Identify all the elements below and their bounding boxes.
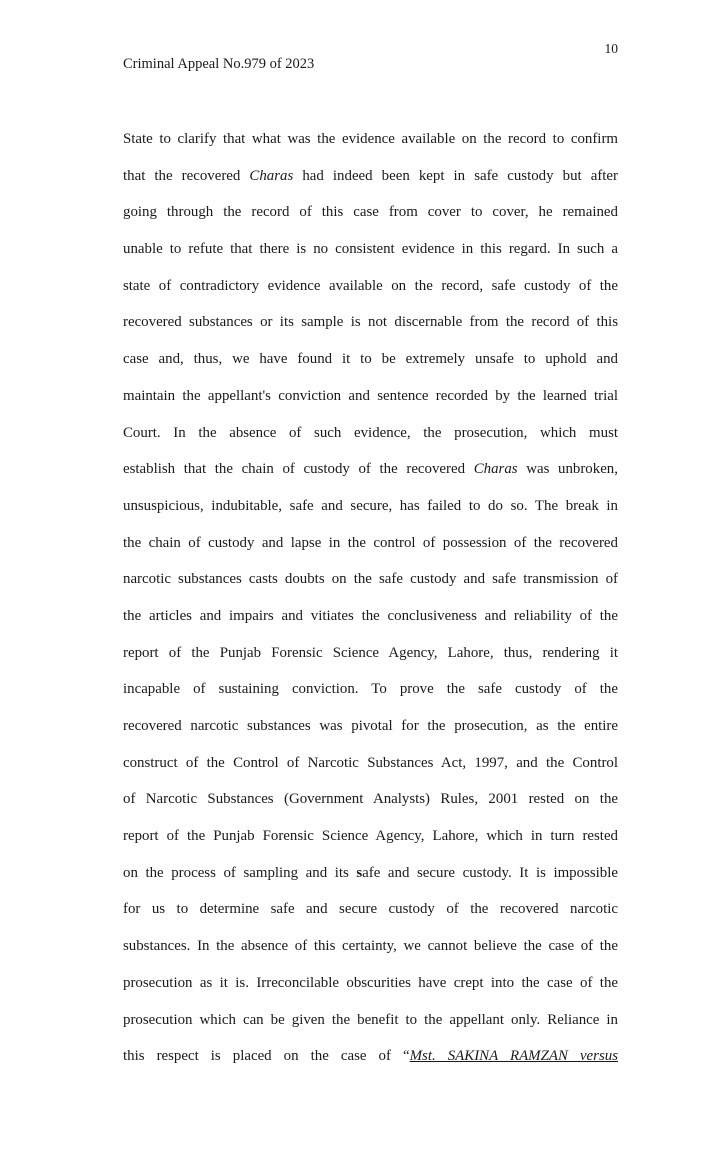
text-line	[123, 752, 618, 789]
text-line	[123, 1009, 618, 1046]
text-run: going through the record of this case from cover to cover, he remained	[123, 204, 618, 221]
text-line	[123, 238, 618, 275]
text-run: prosecution as it is. Irreconcilable obscurities have crept into the case of the	[123, 974, 618, 991]
text-line	[123, 201, 618, 238]
text-run: unsuspicious, indubitable, safe and secure, has failed to do so. The break in	[123, 497, 618, 514]
text-run: report of the Punjab Forensic Science Agency, Lahore, thus, rendering it	[123, 644, 618, 661]
text-line	[123, 935, 618, 972]
text-line	[123, 715, 618, 752]
emphasized-text: s	[356, 864, 363, 881]
judgment-paragraph	[123, 128, 618, 1082]
text-run: recovered substances or its sample is not discernable from the record of this	[123, 314, 618, 331]
text-run: prosecution which can be given the benefit to the appellant only. Reliance in	[123, 1011, 618, 1028]
text-run: construct of the Control of Narcotic Substances Act, 1997, and the Control	[123, 754, 618, 771]
text-line	[123, 532, 618, 569]
text-run: for us to determine safe and secure custody of the recovered narcotic	[123, 901, 618, 918]
text-run: the chain of custody and lapse in the control of possession of the recovered	[123, 534, 618, 551]
text-line	[123, 128, 618, 165]
text-run: case and, thus, we have found it to be extremely unsafe to uphold and	[123, 351, 618, 368]
text-line	[123, 165, 618, 202]
text-run: that the recovered	[123, 167, 250, 184]
text-line	[123, 678, 618, 715]
text-line	[123, 495, 618, 532]
emphasized-text: Charas	[249, 167, 294, 184]
text-line	[123, 1045, 618, 1082]
text-line	[123, 642, 618, 679]
page-number: 10	[604, 41, 618, 56]
text-line	[123, 788, 618, 825]
text-run: Court. In the absence of such evidence, the prosecution, which must	[123, 424, 618, 441]
text-line	[123, 385, 618, 422]
text-run: the articles and impairs and vitiates the conclusiveness and reliability of the	[123, 607, 618, 624]
text-run: establish that the chain of custody of the recovered	[123, 461, 474, 478]
text-line	[123, 862, 618, 899]
text-run: on the process of sampling and its	[123, 864, 357, 881]
text-run: substances. In the absence of this certainty, we cannot believe the case of the	[123, 938, 618, 955]
text-line	[123, 348, 618, 385]
emphasized-text: Charas	[473, 461, 518, 478]
text-run: state of contradictory evidence available on the record, safe custody of the	[123, 277, 618, 294]
text-run: unable to refute that there is no consistent evidence in this regard. In such a	[123, 241, 618, 258]
text-run: narcotic substances casts doubts on the safe custody and safe transmission of	[123, 571, 618, 588]
text-run: State to clarify that what was the evidence available on the record to confirm	[123, 131, 618, 147]
text-run: was unbroken,	[517, 461, 618, 478]
text-run: afe and secure custody. It is impossible	[362, 864, 618, 881]
text-line	[123, 898, 618, 935]
text-line	[123, 422, 618, 459]
text-run: recovered narcotic substances was pivotal for the prosecution, as the entire	[123, 718, 618, 734]
emphasized-text: Mst. SAKINA RAMZAN versus	[409, 1048, 618, 1065]
text-run: had indeed been kept in safe custody but after	[293, 167, 618, 184]
text-line	[123, 972, 618, 1009]
text-run: report of the Punjab Forensic Science Agency, Lahore, which in turn rested	[123, 828, 618, 845]
text-line	[123, 275, 618, 312]
text-line	[123, 568, 618, 605]
text-line	[123, 458, 618, 495]
text-run: incapable of sustaining conviction. To prove the safe custody of the	[123, 681, 618, 698]
case-header: Criminal Appeal No.979 of 2023	[123, 56, 315, 72]
text-line	[123, 605, 618, 642]
text-line	[123, 825, 618, 862]
text-run: maintain the appellant's conviction and sentence recorded by the learned trial	[123, 387, 618, 404]
text-line	[123, 311, 618, 348]
text-run: this respect is placed on the case of “	[123, 1048, 410, 1065]
text-run: of Narcotic Substances (Government Analysts) Rules, 2001 rested on the	[123, 791, 618, 808]
